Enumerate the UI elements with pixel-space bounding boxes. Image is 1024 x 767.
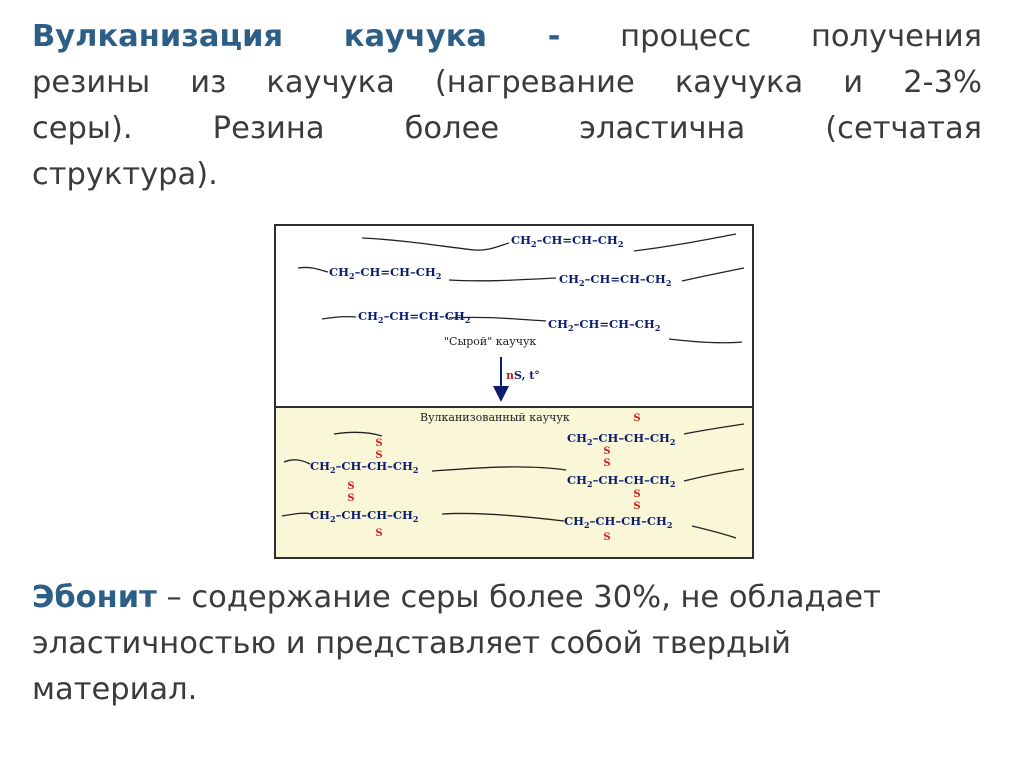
svg-text:CH2–CH–CH–CH2: $CH_2-CH-CH-CH_2$ bbox=[310, 508, 419, 524]
svg-text:CH2–CH–CH–CH2: $CH_2-CH-CH-CH_2$ bbox=[567, 431, 676, 447]
svg-text:S: S bbox=[633, 413, 641, 424]
svg-text:S: S bbox=[633, 489, 641, 500]
svg-text:CH2–CH=CH–CH2: $CH_2-CH=CH-CH_2$ bbox=[358, 309, 471, 325]
definition-line-1: Вулканизация каучука - процесс получения bbox=[32, 19, 982, 54]
raw-rubber-label: "Сырой" каучук bbox=[444, 335, 537, 348]
svg-text:S: S bbox=[603, 532, 611, 543]
svg-text:S: S bbox=[347, 493, 355, 504]
svg-text:CH2–CH=CH–CH2: $CH_2-CH=CH-CH_2$ bbox=[548, 317, 661, 333]
vulcanized-rubber-label: Вулканизованный каучук bbox=[420, 411, 570, 424]
term-ebonite: Эбонит bbox=[32, 580, 157, 615]
vulcanization-definition bbox=[32, 14, 982, 198]
reaction-conditions: nS, t° bbox=[506, 369, 540, 382]
definition-line-4: структура). bbox=[32, 157, 218, 192]
ebonite-line-2: эластичностью и представляет собой твердый bbox=[32, 626, 792, 661]
svg-text:CH2–CH–CH–CH2: $CH_2-CH-CH-CH_2$ bbox=[564, 514, 673, 530]
svg-text:S: S bbox=[633, 501, 641, 512]
svg-text:CH2–CH=CH–CH2: $CH_2-CH=CH-CH_2$ bbox=[511, 233, 624, 249]
svg-text:S: S bbox=[603, 458, 611, 469]
svg-text:S: S bbox=[375, 528, 383, 539]
svg-text:S: S bbox=[603, 446, 611, 457]
definition-line-2: резины из каучука (нагревание каучука и 2-3% bbox=[32, 65, 982, 100]
ebonite-definition bbox=[32, 575, 982, 713]
svg-text:CH2–CH–CH–CH2: $CH_2-CH-CH-CH_2$ bbox=[310, 459, 419, 475]
svg-text:CH2–CH=CH–CH2: $CH_2-CH=CH-CH_2$ bbox=[329, 265, 442, 281]
svg-text:S: S bbox=[375, 450, 383, 461]
definition-line-3: серы). Резина более эластична (сетчатая bbox=[32, 111, 982, 146]
svg-text:CH2–CH–CH–CH2: $CH_2-CH-CH-CH_2$ bbox=[567, 473, 676, 489]
svg-text:S: S bbox=[347, 481, 355, 492]
ebonite-line-3: материал. bbox=[32, 672, 198, 707]
term-vulcanization: Вулканизация каучука - bbox=[32, 19, 561, 54]
svg-text:S: S bbox=[375, 438, 383, 449]
svg-text:CH2–CH=CH–CH2: $CH_2-CH=CH-CH_2$ bbox=[559, 272, 672, 288]
vulcanization-diagram bbox=[274, 224, 754, 559]
ebonite-line-1: Эбонит – содержание серы более 30%, не обладает bbox=[32, 580, 881, 615]
